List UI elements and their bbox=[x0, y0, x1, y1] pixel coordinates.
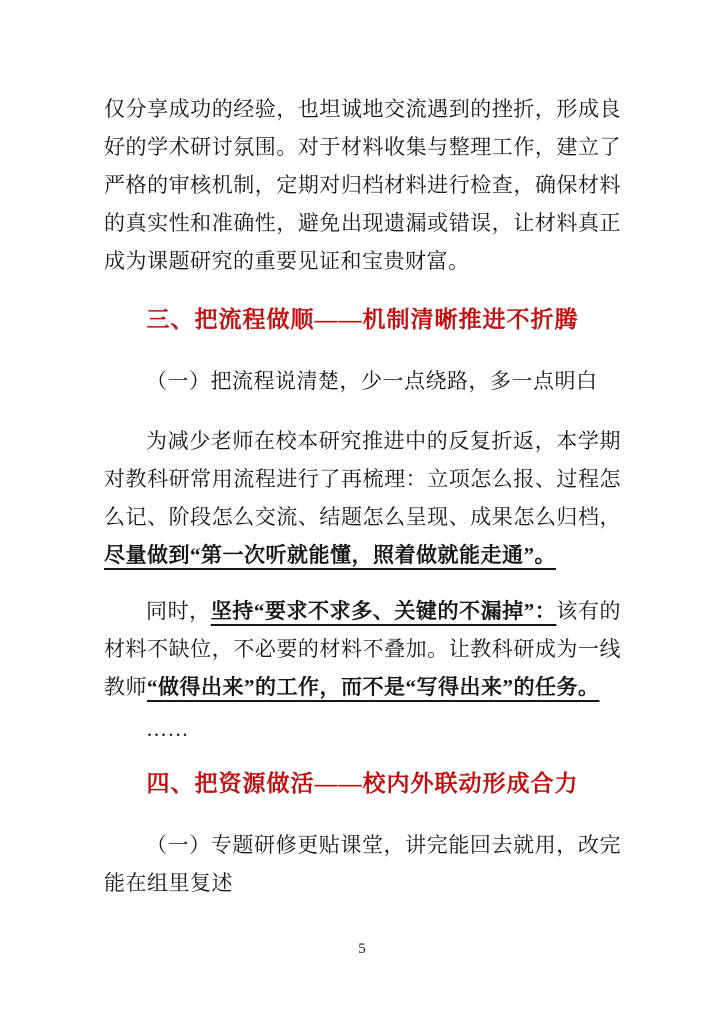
paragraph-requirements-emphasis2-run: “做得出来”的工作，而不是“写得出来”的任务。 bbox=[147, 675, 600, 699]
paragraph-requirements-emphasis1-run: 坚持“要求不求多、关键的不漏掉”： bbox=[210, 599, 557, 623]
paragraph-process-normal-run: 为减少老师在校本研究推进中的反复折返，本学期对教科研常用流程进行了再梳理：立项怎么报、过程怎么记、阶段怎么交流、结题怎么呈现、成果怎么归档， bbox=[104, 429, 621, 529]
paragraph-process-emphasis-run: 尽量做到“第一次听就能懂，照着做就能走通”。 bbox=[104, 543, 556, 567]
ellipsis-line: …… bbox=[146, 717, 189, 741]
section-heading-4: 四、把资源做活——校内外联动形成合力 bbox=[146, 771, 579, 796]
paragraph-requirements bbox=[104, 592, 621, 706]
paragraph-process bbox=[104, 422, 621, 574]
page-content bbox=[104, 90, 621, 902]
paragraph-requirements-lead-run: 同时， bbox=[146, 599, 211, 623]
subheading-4-1: （一）专题研修更贴课堂，讲完能回去就用，改完能在组里复述 bbox=[104, 833, 621, 895]
page-number: 5 bbox=[358, 941, 366, 957]
subheading-3-1: （一）把流程说清楚，少一点绕路，多一点明白 bbox=[146, 369, 598, 393]
paragraph-requirements-middle-run: 该有的材料不缺位，不必要的材料不叠加。让教科研成为一线教师 bbox=[104, 599, 622, 699]
paragraph-carryover: 仅分享成功的经验，也坦诚地交流遇到的挫折，形成良好的学术研讨氛围。对于材料收集与整理工作，建立了严格的审核机制，定期对归档材料进行检查，确保材料的真实性和准确性，避免出现遗漏或错误，让材料真正成为课题研究的重要见证和宝贵财富。 bbox=[104, 97, 621, 273]
section-heading-3: 三、把流程做顺——机制清晰推进不折腾 bbox=[146, 307, 579, 332]
